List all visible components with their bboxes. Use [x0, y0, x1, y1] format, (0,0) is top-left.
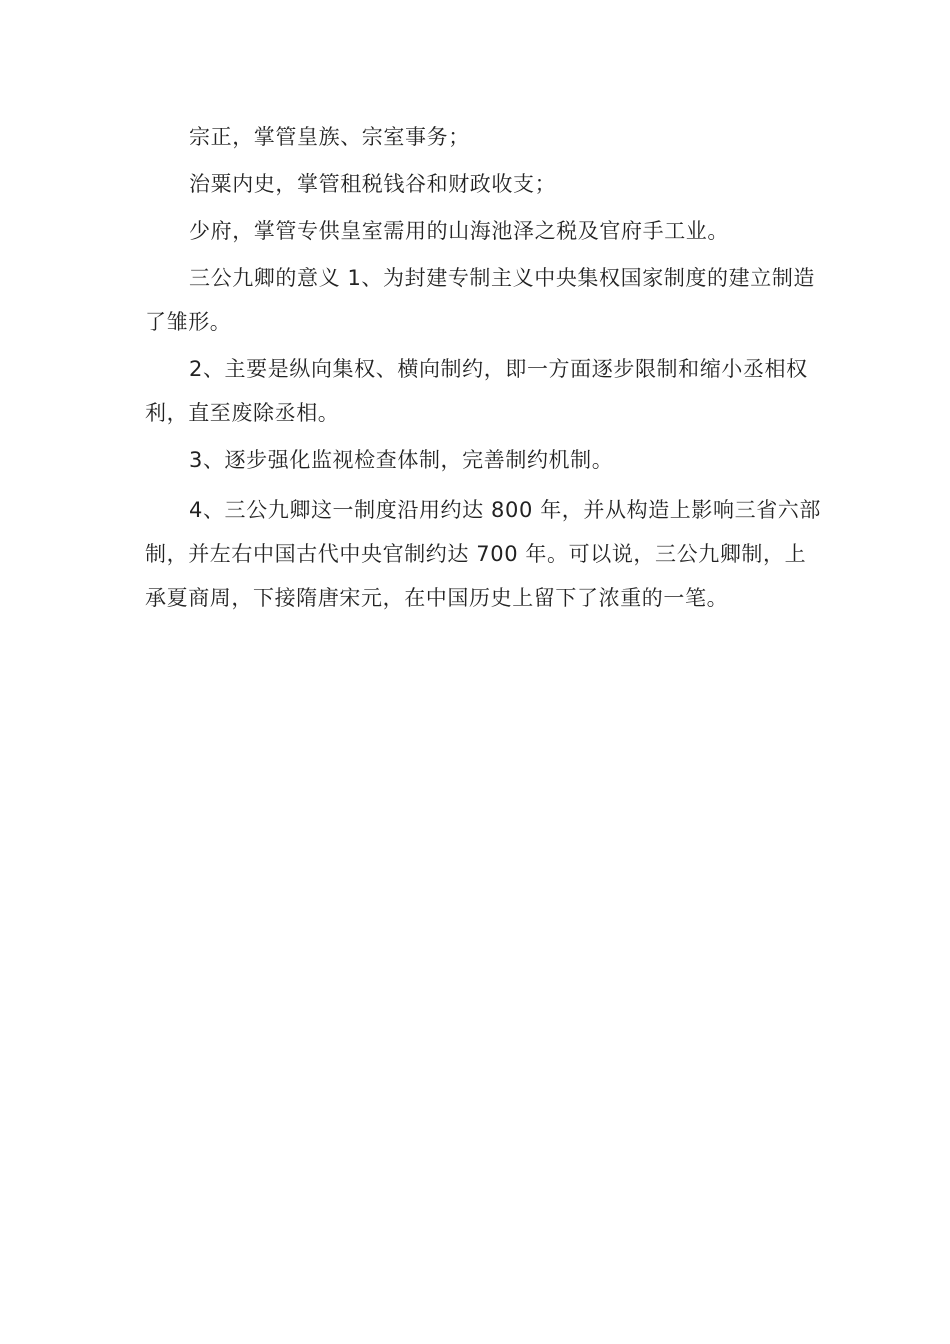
- paragraph-shaofu: 少府，掌管专供皇室需用的山海池泽之税及官府手工业。: [189, 219, 729, 243]
- paragraph-zhisu-neishi: 治粟内史，掌管租税钱谷和财政收支；: [189, 172, 557, 196]
- document-body: [145, 115, 825, 623]
- paragraph-zongzheng: 宗正，掌管皇族、宗室事务；: [189, 125, 470, 149]
- paragraph-significance-1: 三公九卿的意义 1、为封建专制主义中央集权国家制度的建立制造了雏形。: [145, 266, 816, 334]
- paragraph-significance-3: 3、逐步强化监视检查体制，完善制约机制。: [189, 448, 614, 472]
- paragraph-significance-4: 4、三公九卿这一制度沿用约达 800 年，并从构造上影响三省六部制，并左右中国古代中央官制约达 700 年。可以说，三公九卿制，上承夏商周，下接隋唐宋元，在中国历史上留下了浓重的一笔。: [145, 498, 821, 610]
- paragraph-significance-2: 2、主要是纵向集权、横向制约，即一方面逐步限制和缩小丞相权利，直至废除丞相。: [145, 357, 808, 425]
